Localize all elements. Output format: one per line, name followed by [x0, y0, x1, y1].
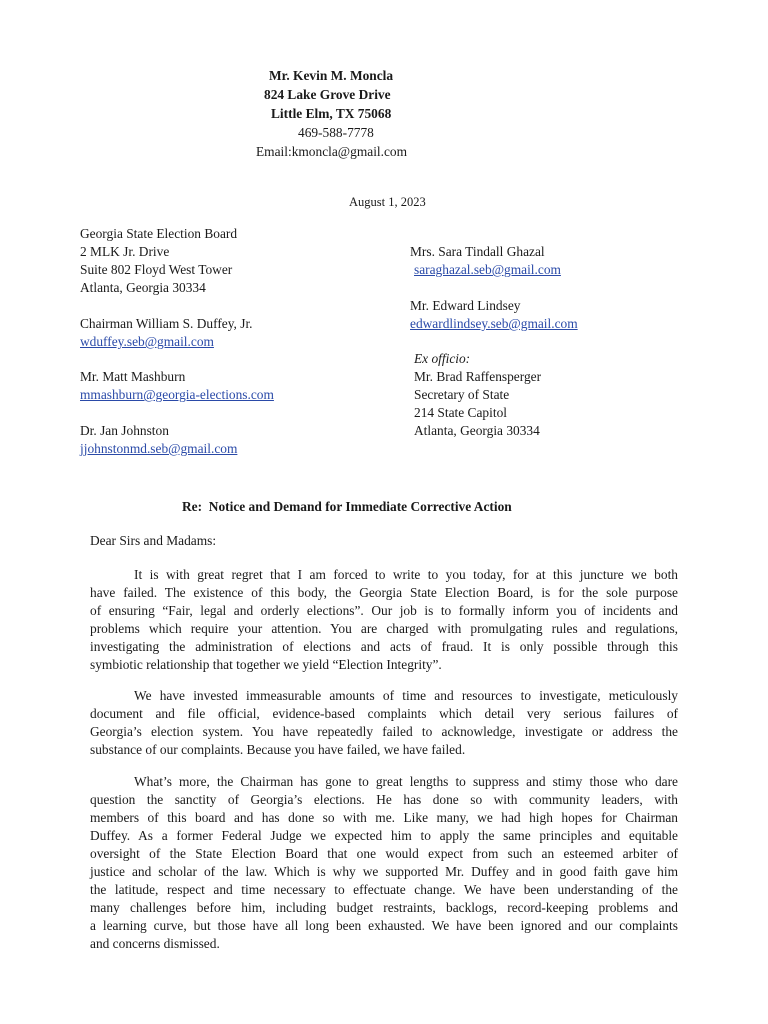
paragraph-line: What’s more, the Chairman has gone to great lengths to suppress and stimy those who dare [134, 774, 678, 789]
sender-name: Mr. Kevin M. Moncla [269, 68, 394, 83]
paragraph-line: investigating the administration of elections and acts of fraud. It is only possible through this [90, 639, 678, 654]
paragraph-line: have failed. The existence of this body, the Georgia State Election Board, is for the sole purpose [90, 585, 678, 600]
sender-street: 824 Lake Grove Drive [264, 87, 391, 102]
letter-date: August 1, 2023 [349, 195, 426, 209]
body-paragraph [90, 687, 678, 759]
body-paragraph [90, 566, 678, 674]
paragraph-line: We have invested immeasurable amounts of time and resources to investigate, meticulously [134, 688, 678, 703]
member-email-link[interactable]: mmashburn@georgia-elections.com [80, 387, 274, 402]
paragraph-line: Georgia’s election system. You have repeatedly failed to acknowledge, investigate or address the [90, 724, 678, 739]
sender-email: Email:kmoncla@gmail.com [256, 144, 408, 159]
sender-city: Little Elm, TX 75068 [271, 106, 392, 121]
member-email-link[interactable]: edwardlindsey.seb@gmail.com [410, 316, 578, 331]
paragraph-line: many challenges before him, including budget restraints, backlogs, record-keeping problems and [90, 900, 678, 915]
member-name: Dr. Jan Johnston [80, 423, 169, 438]
ex-officio-city: Atlanta, Georgia 30334 [414, 423, 540, 438]
recipient-suite: Suite 802 Floyd West Tower [80, 262, 233, 277]
member-email-link[interactable]: wduffey.seb@gmail.com [80, 334, 214, 349]
salutation: Dear Sirs and Madams: [90, 533, 217, 548]
paragraph-line: It is with great regret that I am forced to write to you today, for at this juncture we both [134, 567, 678, 582]
paragraph-line: oversight of the State Election Board that one would expect from such an esteemed arbiter of [90, 846, 678, 861]
ex-officio-street: 214 State Capitol [414, 405, 507, 420]
recipient-street: 2 MLK Jr. Drive [80, 244, 170, 259]
member-email-link[interactable]: jjohnstonmd.seb@gmail.com [80, 441, 238, 456]
paragraph-line: members of this board and has done so with me. Like many, we had high hopes for Chairman [90, 810, 678, 825]
paragraph-line: a learning curve, but those have all long been exhausted. We have been ignored and our complaints [90, 918, 678, 933]
member-name: Mrs. Sara Tindall Ghazal [410, 244, 545, 259]
ex-officio-title: Secretary of State [414, 387, 510, 402]
paragraph-line: substance of our complaints. Because you have failed, we have failed. [90, 742, 466, 757]
member-name: Mr. Edward Lindsey [410, 298, 521, 313]
paragraph-line: question the sanctity of Georgia’s elections. He has done so with community leaders, with [90, 792, 678, 807]
member-name: Mr. Matt Mashburn [80, 369, 186, 384]
paragraph-line: symbiotic relationship that together we yield “Election Integrity”. [90, 657, 442, 672]
member-email-link[interactable]: saraghazal.seb@gmail.com [414, 262, 561, 277]
body-paragraph [90, 773, 678, 953]
paragraph-line: problems which require your attention. You are charged with promulgating rules and regulations, [90, 621, 678, 636]
subject-line: Re: Notice and Demand for Immediate Corrective Action [182, 499, 512, 514]
paragraph-line: and concerns dismissed. [90, 936, 220, 951]
paragraph-line: document and file official, evidence-based complaints which detail very serious failures of [90, 706, 678, 721]
member-name: Chairman William S. Duffey, Jr. [80, 316, 253, 331]
paragraph-line: of ensuring “Fair, legal and orderly elections”. Our job is to formally inform you of incidents and [90, 603, 678, 618]
sender-phone: 469-588-7778 [298, 125, 374, 140]
paragraph-line: the latitude, respect and time necessary to effectuate change. We have been understanding of the [90, 882, 678, 897]
ex-officio-name: Mr. Brad Raffensperger [414, 369, 542, 384]
recipient-city: Atlanta, Georgia 30334 [80, 280, 206, 295]
ex-officio-label: Ex officio: [414, 351, 471, 366]
paragraph-line: justice and scholar of the law. Which is why we supported Mr. Duffey and in good faith gave him [90, 864, 678, 879]
paragraph-line: Duffey. As a former Federal Judge we expected him to apply the same principles and equitable [90, 828, 678, 843]
recipient-org: Georgia State Election Board [80, 226, 238, 241]
